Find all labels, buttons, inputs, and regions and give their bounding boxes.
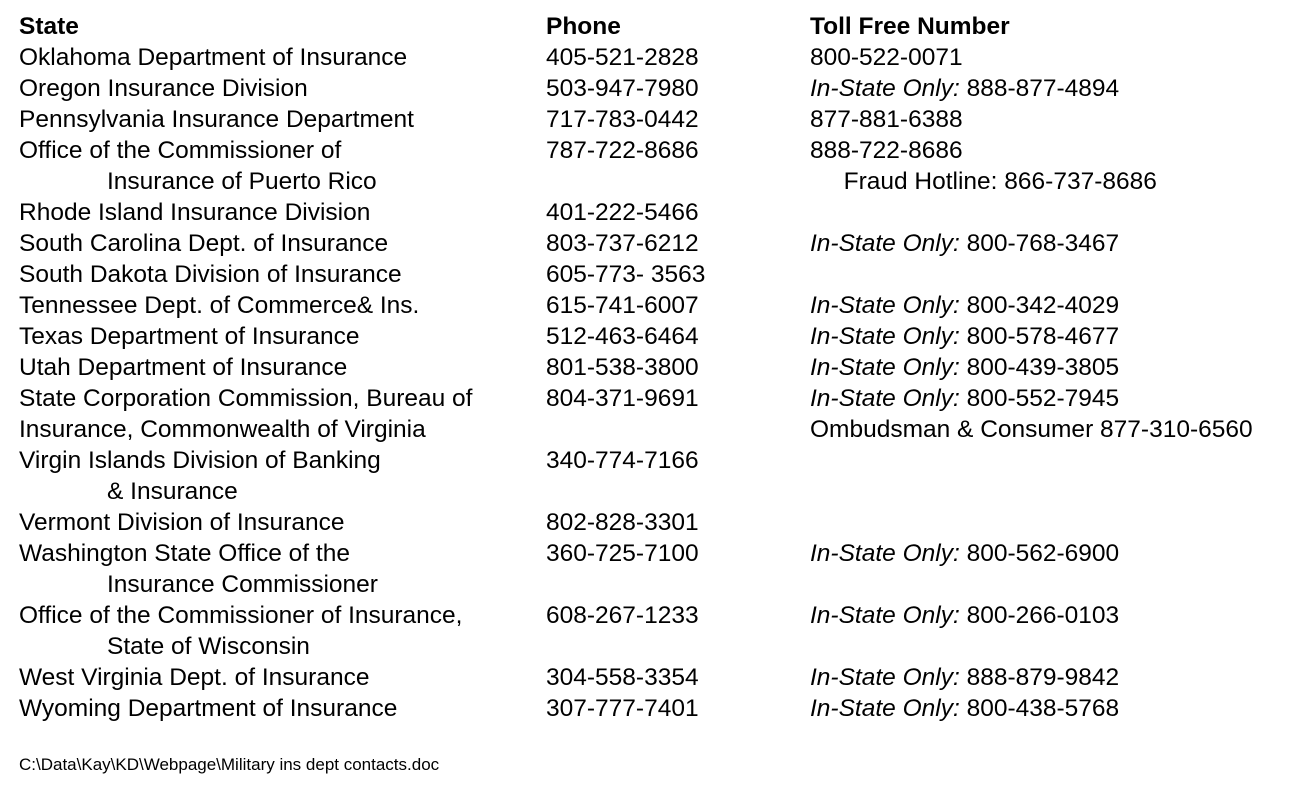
toll-free-cell (810, 73, 1299, 104)
table-header-row (19, 11, 1299, 42)
header-state: State (19, 13, 79, 40)
table-row (19, 507, 1299, 538)
toll-free-cell (844, 569, 1299, 600)
phone-cell: 804-371-9691 (546, 385, 699, 412)
toll-free-cell (810, 259, 1299, 290)
phone-cell: 401-222-5466 (546, 199, 699, 226)
state-cell: Virgin Islands Division of Banking (19, 447, 381, 474)
phone-cell: 307-777-7401 (546, 695, 699, 722)
table-row (19, 290, 1299, 321)
phone-cell: 304-558-3354 (546, 664, 699, 691)
table-row (19, 662, 1299, 693)
header-toll-free: Toll Free Number (810, 13, 1010, 40)
toll-free-number: 800-342-4029 (959, 292, 1120, 319)
contacts-table (19, 11, 1299, 724)
table-row (19, 104, 1299, 135)
toll-free-cell (810, 42, 1299, 73)
toll-free-cell (810, 693, 1299, 724)
toll-free-number: 800-562-6900 (959, 540, 1120, 567)
phone-cell: 503-947-7980 (546, 75, 699, 102)
state-cell: Insurance Commissioner (107, 571, 378, 598)
in-state-qualifier: In-State Only: (810, 354, 960, 381)
state-cell: Utah Department of Insurance (19, 354, 348, 381)
table-row (19, 135, 1299, 166)
table-row (19, 631, 1299, 662)
toll-free-number: 800-439-3805 (959, 354, 1120, 381)
toll-free-cell (810, 383, 1299, 414)
in-state-qualifier: In-State Only: (810, 75, 960, 102)
table-row (19, 445, 1299, 476)
state-cell: Tennessee Dept. of Commerce& Ins. (19, 292, 420, 319)
toll-free-number: 877-881-6388 (810, 106, 963, 133)
in-state-qualifier: In-State Only: (810, 664, 960, 691)
table-row (19, 569, 1299, 600)
table-row (19, 166, 1299, 197)
toll-free-cell (810, 321, 1299, 352)
phone-cell: 801-538-3800 (546, 354, 699, 381)
toll-free-cell (810, 135, 1299, 166)
phone-cell (598, 476, 844, 507)
toll-free-cell (844, 476, 1299, 507)
toll-free-number: 800-578-4677 (959, 323, 1120, 350)
toll-free-number: 888-879-9842 (959, 664, 1120, 691)
state-cell: Insurance, Commonwealth of Virginia (19, 416, 426, 443)
toll-free-cell (810, 290, 1299, 321)
state-cell: Office of the Commissioner of (19, 137, 342, 164)
state-cell: & Insurance (107, 478, 238, 505)
table-row (19, 538, 1299, 569)
toll-free-number: Fraud Hotline: 866-737-8686 (843, 168, 1157, 195)
toll-free-cell (810, 352, 1299, 383)
table-row (19, 73, 1299, 104)
phone-cell (546, 414, 810, 445)
table-body (19, 42, 1299, 724)
toll-free-number: 800-266-0103 (959, 602, 1120, 629)
phone-cell: 787-722-8686 (546, 137, 699, 164)
toll-free-cell (810, 600, 1299, 631)
in-state-qualifier: In-State Only: (810, 292, 960, 319)
state-cell: Washington State Office of the (19, 540, 350, 567)
phone-cell: 605-773- 3563 (546, 261, 706, 288)
table-row (19, 693, 1299, 724)
toll-free-number: 800-768-3467 (959, 230, 1120, 257)
table-row (19, 228, 1299, 259)
phone-cell: 340-774-7166 (546, 447, 699, 474)
in-state-qualifier: In-State Only: (810, 695, 960, 722)
state-cell: Pennsylvania Insurance Department (19, 106, 414, 133)
toll-free-cell (844, 631, 1299, 662)
state-cell: Insurance of Puerto Rico (107, 168, 377, 195)
table-row (19, 352, 1299, 383)
in-state-qualifier: In-State Only: (810, 323, 960, 350)
toll-free-number: 800-438-5768 (959, 695, 1120, 722)
phone-cell: 717-783-0442 (546, 106, 699, 133)
state-cell: Office of the Commissioner of Insurance, (19, 602, 463, 629)
state-cell: South Dakota Division of Insurance (19, 261, 402, 288)
state-cell: South Carolina Dept. of Insurance (19, 230, 389, 257)
toll-free-cell (810, 662, 1299, 693)
state-cell: Texas Department of Insurance (19, 323, 360, 350)
phone-cell: 608-267-1233 (546, 602, 699, 629)
state-cell: State Corporation Commission, Bureau of (19, 385, 473, 412)
table-row (19, 197, 1299, 228)
state-cell: Vermont Division of Insurance (19, 509, 345, 536)
phone-cell: 360-725-7100 (546, 540, 699, 567)
in-state-qualifier: In-State Only: (810, 385, 960, 412)
table-row (19, 383, 1299, 414)
toll-free-number: 800-552-7945 (959, 385, 1120, 412)
phone-cell: 803-737-6212 (546, 230, 699, 257)
toll-free-cell (810, 197, 1299, 228)
table-row (19, 259, 1299, 290)
toll-free-cell (810, 104, 1299, 135)
toll-free-cell (810, 507, 1299, 538)
state-cell: West Virginia Dept. of Insurance (19, 664, 370, 691)
toll-free-number: 888-877-4894 (959, 75, 1120, 102)
toll-free-cell (810, 228, 1299, 259)
state-cell: Wyoming Department of Insurance (19, 695, 398, 722)
phone-cell: 615-741-6007 (546, 292, 699, 319)
toll-free-cell (844, 166, 1299, 197)
in-state-qualifier: In-State Only: (810, 602, 960, 629)
table-row (19, 42, 1299, 73)
in-state-qualifier: In-State Only: (810, 540, 960, 567)
state-cell: Oklahoma Department of Insurance (19, 44, 408, 71)
in-state-qualifier: In-State Only: (810, 230, 960, 257)
phone-cell (598, 631, 844, 662)
state-cell: Oregon Insurance Division (19, 75, 308, 102)
toll-free-cell (810, 538, 1299, 569)
header-phone: Phone (546, 13, 621, 40)
table-row (19, 321, 1299, 352)
phone-cell: 802-828-3301 (546, 509, 699, 536)
toll-free-number: 888-722-8686 (810, 137, 963, 164)
state-cell: Rhode Island Insurance Division (19, 199, 371, 226)
toll-free-number: 800-522-0071 (810, 44, 963, 71)
phone-cell (598, 166, 844, 197)
toll-free-number: Ombudsman & Consumer 877-310-6560 (810, 416, 1253, 443)
phone-cell (598, 569, 844, 600)
phone-cell: 512-463-6464 (546, 323, 699, 350)
table-row (19, 476, 1299, 507)
table-row (19, 600, 1299, 631)
phone-cell: 405-521-2828 (546, 44, 699, 71)
toll-free-cell (810, 414, 1299, 445)
toll-free-cell (810, 445, 1299, 476)
state-cell: State of Wisconsin (107, 633, 310, 660)
table-row (19, 414, 1299, 445)
document-file-path: C:\Data\Kay\KD\Webpage\Military ins dept contacts.doc (19, 755, 440, 774)
